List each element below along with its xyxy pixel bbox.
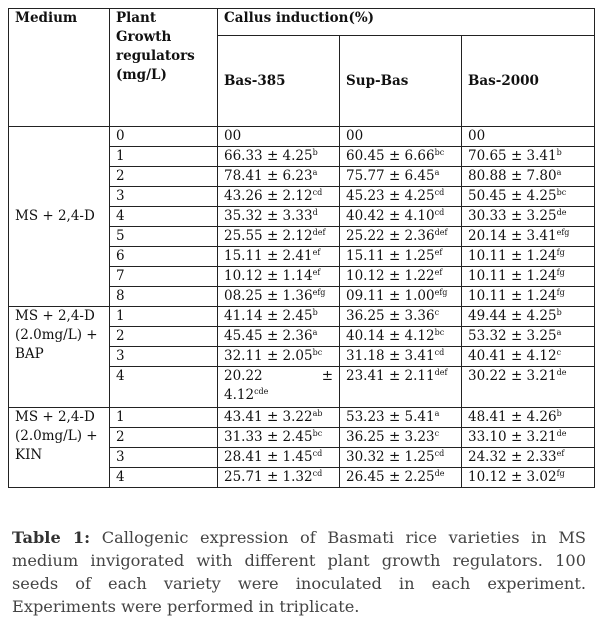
value-cell (462, 347, 595, 367)
significance-letter: b (556, 409, 562, 418)
pgr-cell: 2 (110, 327, 218, 347)
significance-letter: de (556, 429, 567, 438)
value-cell (340, 247, 462, 267)
value-text: 33.10 ± 3.21 (468, 429, 557, 445)
value-text: 25.71 ± 1.32 (224, 469, 313, 485)
value-cell (218, 307, 340, 327)
pgr-cell: 1 (110, 408, 218, 428)
value-text: 30.22 ± 3.21 (468, 368, 557, 384)
pgr-cell: 8 (110, 287, 218, 307)
significance-letter: cd (312, 449, 323, 458)
value-text: 35.32 ± 3.33 (224, 208, 313, 224)
significance-letter: b (556, 308, 562, 317)
significance-letter: ef (312, 248, 321, 257)
significance-letter: a (556, 168, 562, 177)
value-text: 36.25 ± 3.36 (346, 308, 435, 324)
significance-letter: ef (434, 268, 443, 277)
value-cell (218, 347, 340, 367)
significance-letter: cd (312, 469, 323, 478)
significance-letter: efg (556, 228, 570, 237)
value-text: 40.14 ± 4.12 (346, 328, 435, 344)
value-cell (218, 187, 340, 207)
value-cell (462, 147, 595, 167)
pgr-cell: 1 (110, 307, 218, 327)
value-text: 66.33 ± 4.25 (224, 148, 313, 164)
value-cell (218, 287, 340, 307)
caption-text: Callogenic expression of Basmati rice varieties in MS medium invigorated with different plant growth regulators. 100 seeds of each variety were inoculated in each experiment. Experiments were performed in triplicate. (12, 528, 586, 616)
value-text: 30.32 ± 1.25 (346, 449, 435, 465)
value-text: 10.11 ± 1.24 (468, 248, 557, 264)
value-text: 15.11 ± 2.41 (224, 248, 313, 264)
value-cell (218, 247, 340, 267)
medium-cell: MS + 2,4-D (2.0mg/L) + BAP (9, 307, 110, 408)
value-text: 10.12 ± 1.14 (224, 268, 313, 284)
value-text: 40.41 ± 4.12 (468, 348, 557, 364)
table-row (9, 307, 595, 327)
significance-letter: bc (434, 328, 445, 337)
table-wrapper (8, 8, 594, 488)
value-text: 25.55 ± 2.12 (224, 228, 313, 244)
pgr-cell: 3 (110, 448, 218, 468)
value-cell (218, 127, 340, 147)
value-cell (462, 408, 595, 428)
significance-letter: fg (556, 288, 565, 297)
significance-letter: efg (312, 288, 326, 297)
value-text: 09.11 ± 1.00 (346, 288, 435, 304)
value-text: 36.25 ± 3.23 (346, 429, 435, 445)
significance-letter: cd (312, 188, 323, 197)
value-cell (340, 327, 462, 347)
caption-label: Table 1: (12, 528, 91, 547)
value-cell (218, 448, 340, 468)
table-caption (12, 526, 586, 618)
significance-letter: ef (556, 449, 565, 458)
value-cell (218, 207, 340, 227)
value-cell (340, 207, 462, 227)
pgr-cell: 5 (110, 227, 218, 247)
value-cell (218, 167, 340, 187)
value-text: 53.23 ± 5.41 (346, 409, 435, 425)
value-text: 49.44 ± 4.25 (468, 308, 557, 324)
significance-letter: bc (312, 348, 323, 357)
significance-letter: a (312, 168, 318, 177)
significance-letter: def (312, 228, 326, 237)
significance-letter: b (312, 308, 318, 317)
value-cell (340, 367, 462, 408)
significance-letter: a (434, 168, 440, 177)
significance-letter: cde (254, 387, 269, 396)
value-cell (218, 468, 340, 488)
significance-letter: efg (434, 288, 448, 297)
value-cell (340, 448, 462, 468)
significance-letter: c (556, 348, 562, 357)
value-cell (218, 327, 340, 347)
pgr-cell: 2 (110, 428, 218, 448)
value-text: 25.22 ± 2.36 (346, 228, 435, 244)
significance-letter: a (312, 328, 318, 337)
value-text: 4.12 (224, 387, 255, 403)
pgr-cell: 4 (110, 367, 218, 408)
value-text: 53.32 ± 3.25 (468, 328, 557, 344)
value-cell (462, 307, 595, 327)
significance-letter: de (434, 469, 445, 478)
value-text: 75.77 ± 6.45 (346, 168, 435, 184)
header-plant-growth-regulators: Plant Growth regulators (mg/L) (110, 9, 218, 127)
value-cell (218, 408, 340, 428)
significance-letter: bc (434, 148, 445, 157)
pgr-cell: 2 (110, 167, 218, 187)
value-text: 26.45 ± 2.25 (346, 469, 435, 485)
pgr-cell: 3 (110, 347, 218, 367)
value-text: 78.41 ± 6.23 (224, 168, 313, 184)
value-cell (462, 367, 595, 408)
value-cell (218, 227, 340, 247)
value-text: 80.88 ± 7.80 (468, 168, 557, 184)
value-text: 43.26 ± 2.12 (224, 188, 313, 204)
header-bas-2000: Bas-2000 (462, 36, 595, 127)
value-text: 43.41 ± 3.22 (224, 409, 313, 425)
value-text: 28.41 ± 1.45 (224, 449, 313, 465)
value-text: 08.25 ± 1.36 (224, 288, 313, 304)
significance-letter: c (434, 308, 440, 317)
value-cell (462, 468, 595, 488)
value-text: 10.12 ± 3.02 (468, 469, 557, 485)
value-cell (462, 187, 595, 207)
header-sup-bas: Sup-Bas (340, 36, 462, 127)
value-cell (340, 187, 462, 207)
value-text: 24.32 ± 2.33 (468, 449, 557, 465)
value-text: 40.42 ± 4.10 (346, 208, 435, 224)
table-row (9, 127, 595, 147)
significance-letter: fg (556, 268, 565, 277)
significance-letter: c (434, 429, 440, 438)
header-callus-induction: Callus induction(%) (218, 9, 595, 36)
significance-letter: b (556, 148, 562, 157)
value-cell (218, 267, 340, 287)
value-cell (340, 408, 462, 428)
value-cell (218, 428, 340, 448)
significance-letter: cd (434, 348, 445, 357)
value-cell (462, 287, 595, 307)
significance-letter: b (312, 148, 318, 157)
value-cell (340, 127, 462, 147)
significance-letter: ab (312, 409, 323, 418)
significance-letter: bc (312, 429, 323, 438)
value-text: 00 (468, 128, 486, 144)
value-text: 10.11 ± 1.24 (468, 288, 557, 304)
value-cell (462, 448, 595, 468)
value-cell (340, 287, 462, 307)
table-body (9, 9, 595, 488)
significance-letter: cd (434, 449, 445, 458)
value-text: 23.41 ± 2.11 (346, 368, 435, 384)
pgr-cell: 0 (110, 127, 218, 147)
header-medium: Medium (9, 9, 110, 127)
value-cell (340, 307, 462, 327)
value-cell (462, 227, 595, 247)
medium-cell: MS + 2,4-D (9, 127, 110, 307)
value-cell (340, 267, 462, 287)
significance-letter: de (556, 368, 567, 377)
value-cell (340, 227, 462, 247)
value-cell (340, 347, 462, 367)
pgr-cell: 3 (110, 187, 218, 207)
value-cell (462, 247, 595, 267)
callus-induction-table (8, 8, 595, 488)
table-row (9, 408, 595, 428)
value-cell (218, 147, 340, 167)
value-text: 00 (224, 128, 242, 144)
value-text: 70.65 ± 3.41 (468, 148, 557, 164)
value-text: 00 (346, 128, 364, 144)
pgr-cell: 6 (110, 247, 218, 267)
value-text: 15.11 ± 1.25 (346, 248, 435, 264)
value-cell (340, 428, 462, 448)
significance-letter: bc (556, 188, 567, 197)
significance-letter: ef (312, 268, 321, 277)
significance-letter: def (434, 368, 448, 377)
header-bas-385: Bas-385 (218, 36, 340, 127)
pgr-cell: 1 (110, 147, 218, 167)
value-cell (462, 428, 595, 448)
value-cell (462, 167, 595, 187)
value-text: 20.22 (224, 368, 263, 384)
value-text: 45.45 ± 2.36 (224, 328, 313, 344)
significance-letter: fg (556, 469, 565, 478)
significance-letter: d (312, 208, 318, 217)
value-cell (462, 267, 595, 287)
value-text: 41.14 ± 2.45 (224, 308, 313, 324)
value-cell (340, 468, 462, 488)
pgr-cell: 4 (110, 468, 218, 488)
plus-minus-sign: ± (321, 368, 333, 384)
value-cell (462, 207, 595, 227)
significance-letter: cd (434, 208, 445, 217)
value-text: 31.33 ± 2.45 (224, 429, 313, 445)
significance-letter: a (556, 328, 562, 337)
significance-letter: def (434, 228, 448, 237)
value-text: 50.45 ± 4.25 (468, 188, 557, 204)
value-text: 10.11 ± 1.24 (468, 268, 557, 284)
value-text: 60.45 ± 6.66 (346, 148, 435, 164)
value-cell (462, 327, 595, 347)
value-text: 32.11 ± 2.05 (224, 348, 313, 364)
significance-letter: de (556, 208, 567, 217)
value-text: 30.33 ± 3.25 (468, 208, 557, 224)
value-cell (340, 167, 462, 187)
pgr-cell: 7 (110, 267, 218, 287)
value-text: 20.14 ± 3.41 (468, 228, 557, 244)
value-text: 10.12 ± 1.22 (346, 268, 435, 284)
medium-cell: MS + 2,4-D (2.0mg/L) + KIN (9, 408, 110, 488)
value-text: 45.23 ± 4.25 (346, 188, 435, 204)
significance-letter: ef (434, 248, 443, 257)
value-text: 31.18 ± 3.41 (346, 348, 435, 364)
value-text: 48.41 ± 4.26 (468, 409, 557, 425)
pgr-cell: 4 (110, 207, 218, 227)
significance-letter: fg (556, 248, 565, 257)
significance-letter: a (434, 409, 440, 418)
value-cell (462, 127, 595, 147)
significance-letter: cd (434, 188, 445, 197)
value-cell (218, 367, 340, 408)
value-cell (340, 147, 462, 167)
